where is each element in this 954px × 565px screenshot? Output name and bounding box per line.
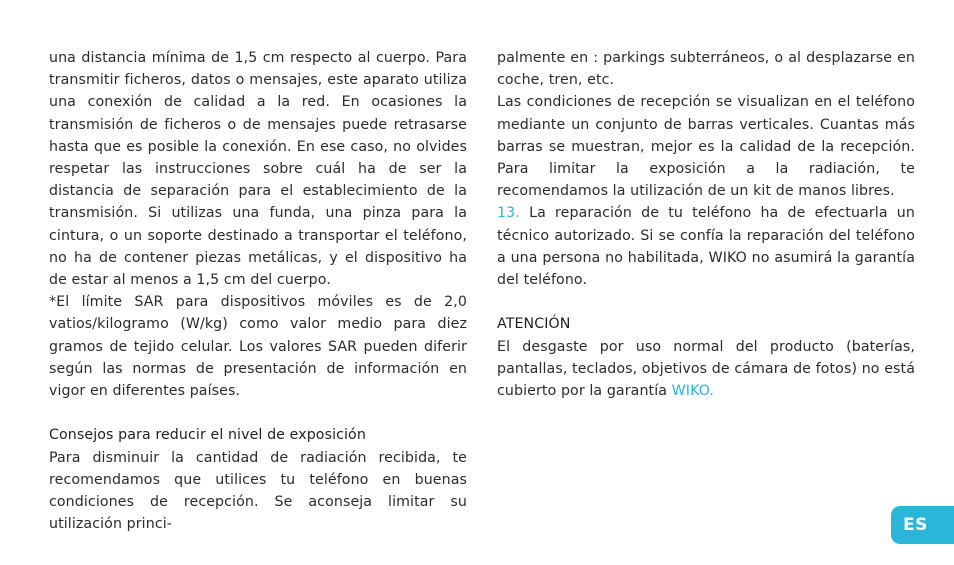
brand-name: WIKO. [671,383,715,400]
warranty-text: El desgaste por uso normal del producto (baterías, pantallas, teclados, objetivos de cámara de fotos) no está cubierto por la garantía [497,338,915,400]
warranty-paragraph [497,336,915,403]
body-paragraph: Las condiciones de recepción se visualizan en el teléfono mediante un conjunto de barras verticales. Cuantas más barras se muestran, mejor es la calidad de la recepción. Para limitar la exposición a la radiación, te recomendamos la utilización de un kit de manos libres. [497,94,915,200]
paragraph-gap [497,291,915,313]
body-paragraph: una distancia mínima de 1,5 cm respecto al cuerpo. Para transmitir ficheros, datos o mensajes, este aparato utiliza una conexión de calidad a la red. En ocasiones la transmisión de ficheros o de mensajes puede retrasarse hasta que es posible la conexión. En ese caso, no olvides respetar las instrucciones sobre cuál ha de ser la distancia de separación para el establecimiento de la transmisión. Si utilizas una funda, una pinza para la cintura, o un soporte destinado a transportar el teléfono, no ha de contener piezas metálicas, y el dispositivo ha de estar al menos a 1,5 cm del cuerpo. [49,50,467,289]
body-paragraph: Para disminuir la cantidad de radiación recibida, te recomendamos que utilices tu teléfono en buenas condiciones de recepción. Se aconseja limitar su utilización princi- [49,449,467,533]
item-text: La reparación de tu teléfono ha de efectuarla un técnico autorizado. Si se confía la reparación del teléfono a una persona no habilitada, WIKO no asumirá la garantía del teléfono. [497,205,915,289]
right-column [497,47,915,402]
attention-heading: ATENCIÓN [497,316,571,333]
left-column [49,47,467,535]
section-heading: Consejos para reducir el nivel de exposición [49,427,366,444]
body-paragraph: palmente en : parkings subterráneos, o al desplazarse en coche, tren, etc. [497,50,915,89]
sar-note-paragraph: *El límite SAR para dispositivos móviles es de 2,0 vatios/kilogramo (W/kg) como valor medio para diez gramos de tejido celular. Los valores SAR pueden diferir según las normas de presentación de información en vigor en diferentes países. [49,294,467,400]
item-number: 13. [497,205,520,222]
paragraph-gap [49,402,467,424]
numbered-item [497,202,915,291]
language-tab: ES [891,506,954,544]
